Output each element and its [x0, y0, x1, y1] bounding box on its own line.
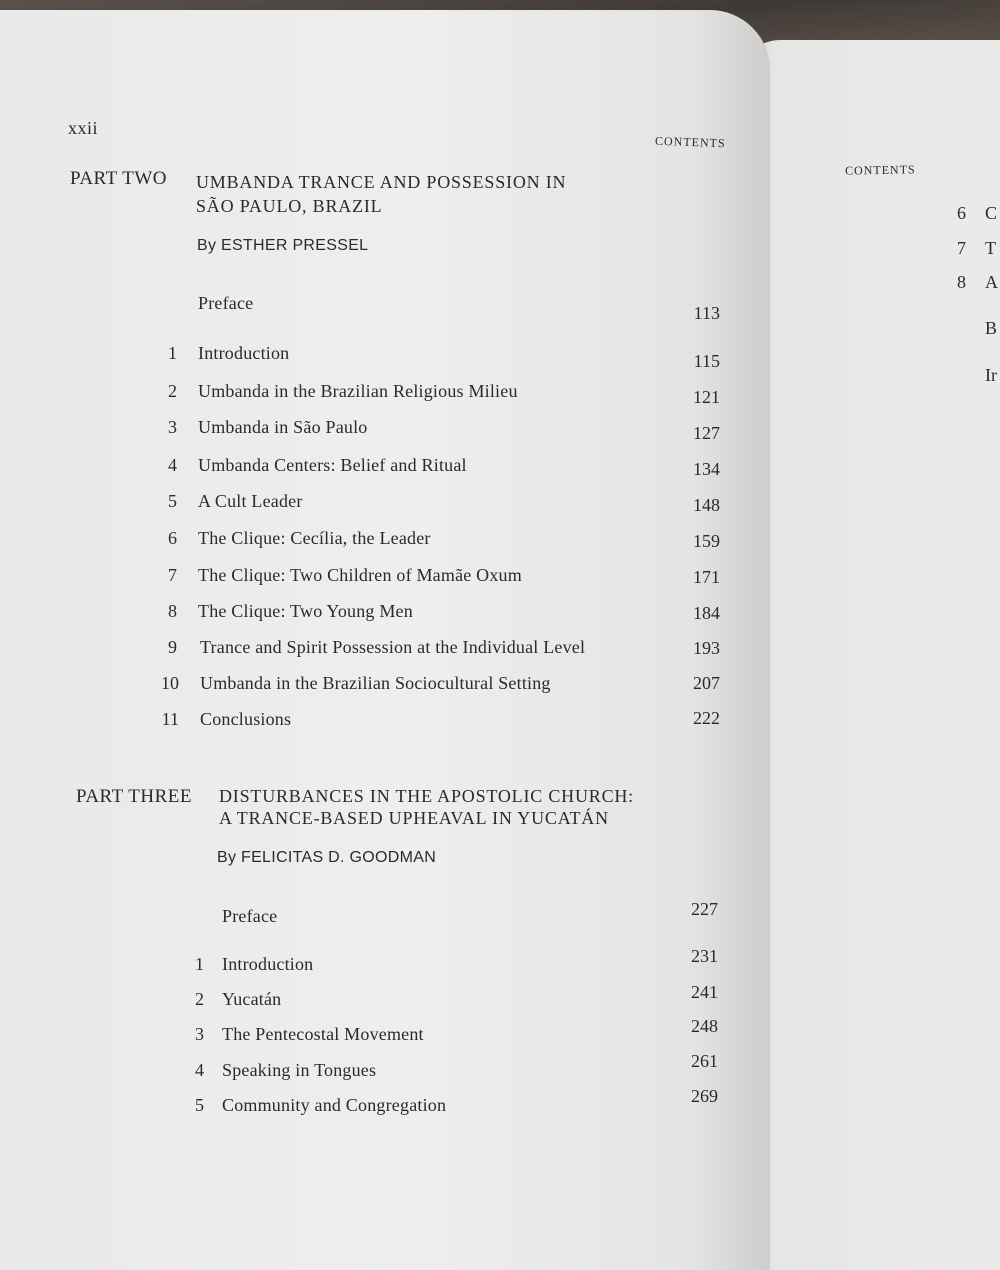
toc-entry-number: 1 — [168, 343, 177, 363]
right-entry-letter: Ir — [985, 365, 997, 385]
right-entry-letter: C — [985, 203, 998, 223]
right-entry-letter: B — [985, 318, 998, 338]
toc-entry-number: 4 — [168, 455, 177, 475]
toc-entry-number: 8 — [168, 601, 177, 621]
toc-entry-title: Community and Congregation — [222, 1095, 447, 1115]
toc-entry-number: 3 — [168, 417, 177, 437]
toc-entry-page: 148 — [693, 495, 720, 515]
toc-entry-page: 241 — [691, 982, 718, 1002]
toc-entry-page: 184 — [693, 603, 720, 623]
toc-entry-page: 222 — [693, 708, 720, 728]
right-entry-letter: T — [985, 238, 996, 258]
toc-entry-page: 261 — [691, 1051, 718, 1071]
part-two-preface-title: Preface — [198, 293, 254, 313]
part-three-preface-page: 227 — [691, 899, 718, 919]
part-two-preface-page: 113 — [693, 303, 720, 323]
toc-entry-number: 11 — [161, 709, 179, 729]
right-page — [740, 40, 1000, 1270]
toc-entry-page: 248 — [691, 1016, 718, 1036]
toc-entry-page: 115 — [693, 351, 720, 371]
toc-entry-page: 207 — [693, 673, 720, 693]
toc-entry-page: 121 — [693, 387, 720, 407]
toc-entry-number: 9 — [168, 637, 177, 657]
running-head: CONTENTS — [654, 133, 726, 151]
part-three-byline: By FELICITAS D. GOODMAN — [217, 849, 437, 866]
right-entry-number: 6 — [957, 203, 966, 223]
toc-entry-title: Umbanda in the Brazilian Sociocultural Setting — [200, 673, 551, 693]
part-three-title-line1: DISTURBANCES IN THE APOSTOLIC CHURCH: — [219, 786, 634, 806]
toc-entry-number: 5 — [195, 1095, 204, 1115]
toc-entry-title: Umbanda Centers: Belief and Ritual — [198, 455, 467, 475]
part-three-label: PART THREE — [76, 786, 192, 807]
toc-entry-number: 3 — [195, 1024, 204, 1044]
toc-entry-number: 6 — [168, 528, 177, 548]
toc-entry-title: Conclusions — [200, 709, 292, 729]
toc-entry-title: Yucatán — [222, 989, 282, 1009]
toc-entry-page: 269 — [691, 1086, 718, 1106]
toc-entry-title: The Pentecostal Movement — [222, 1024, 424, 1044]
toc-entry-page: 231 — [691, 946, 718, 966]
toc-entry-title: Introduction — [198, 343, 290, 363]
part-two-byline: By ESTHER PRESSEL — [197, 237, 369, 254]
toc-entry-page: 127 — [693, 423, 720, 443]
toc-entry-title: The Clique: Two Young Men — [198, 601, 413, 621]
toc-entry-title: Trance and Spirit Possession at the Individual Level — [200, 637, 586, 657]
toc-entry-title: Umbanda in the Brazilian Religious Milieu — [198, 381, 518, 401]
right-entry-letter: A — [985, 272, 998, 292]
part-three-preface-title: Preface — [222, 906, 278, 926]
toc-entry-title: Umbanda in São Paulo — [198, 417, 368, 437]
toc-entry-number: 2 — [195, 989, 204, 1009]
toc-entry-number: 10 — [161, 673, 179, 693]
toc-entry-page: 193 — [693, 638, 720, 658]
toc-entry-title: The Clique: Two Children of Mamãe Oxum — [198, 565, 522, 585]
page-folio: xxii — [68, 118, 99, 138]
toc-entry-title: The Clique: Cecília, the Leader — [198, 528, 431, 548]
part-two-label: PART TWO — [70, 168, 168, 189]
toc-entry-page: 171 — [693, 567, 720, 587]
toc-entry-title: Introduction — [222, 954, 314, 974]
toc-entry-number: 1 — [195, 954, 204, 974]
toc-entry-page: 134 — [693, 459, 720, 479]
right-entry-number: 8 — [957, 272, 966, 292]
part-two-title-line1: UMBANDA TRANCE AND POSSESSION IN — [196, 172, 567, 192]
part-three-title-line2: A TRANCE-BASED UPHEAVAL IN YUCATÁN — [219, 808, 609, 828]
part-two-title-line2: SÃO PAULO, BRAZIL — [196, 196, 383, 216]
toc-entry-title: A Cult Leader — [198, 491, 303, 511]
toc-entry-number: 7 — [168, 565, 177, 585]
right-running-head: CONTENTS — [844, 162, 916, 178]
toc-entry-title: Speaking in Tongues — [222, 1060, 377, 1080]
toc-entry-number: 2 — [168, 381, 177, 401]
toc-entry-page: 159 — [693, 531, 720, 551]
toc-entry-number: 4 — [195, 1060, 204, 1080]
toc-entry-number: 5 — [168, 491, 177, 511]
right-entry-number: 7 — [957, 238, 966, 258]
